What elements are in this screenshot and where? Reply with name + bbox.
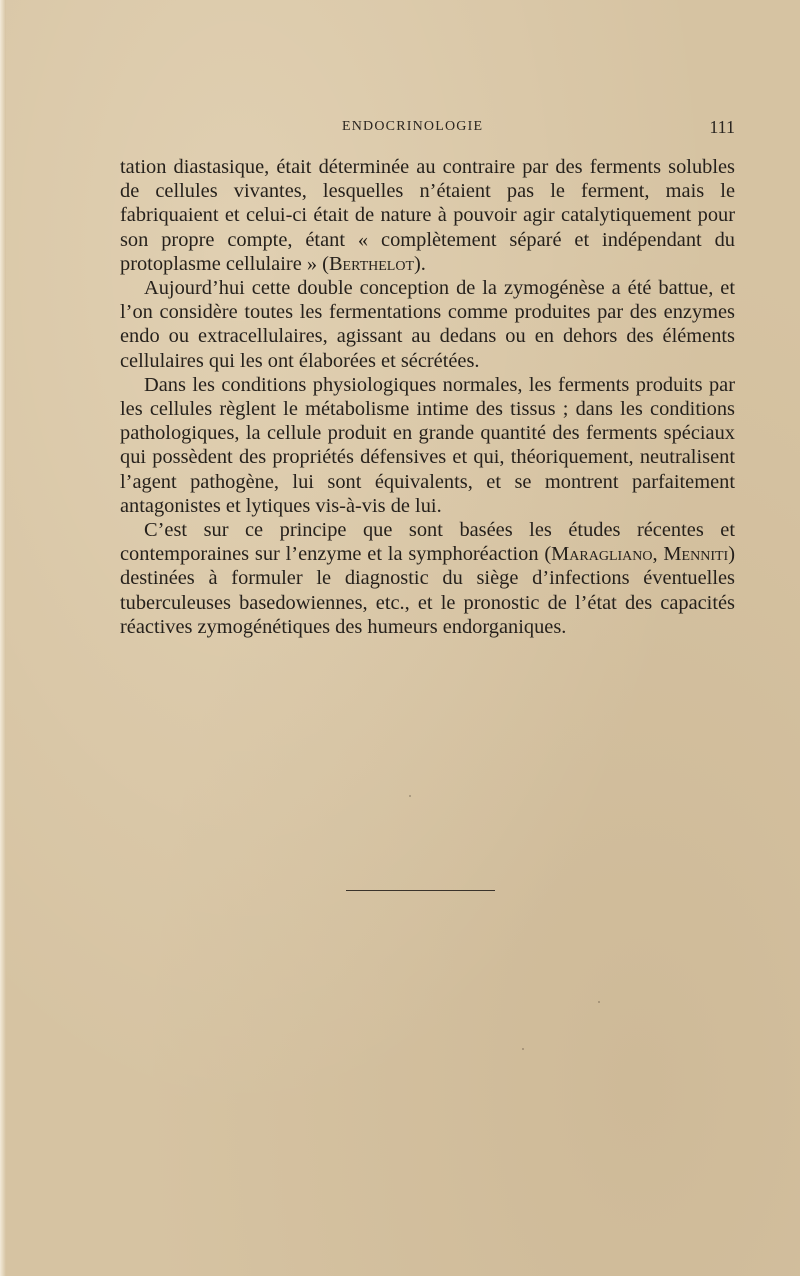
page-binding-edge bbox=[0, 0, 6, 1276]
paper-speck bbox=[409, 795, 411, 797]
paragraph-text: C’est sur ce principe que sont basées les études récentes et contemporaines sur l’enzyme et la symphoréaction ( bbox=[120, 519, 735, 566]
paragraph-text: ). bbox=[414, 252, 426, 275]
paragraph-text: , bbox=[652, 543, 664, 566]
author-name: Menniti bbox=[663, 543, 729, 566]
author-name: Berthelot bbox=[328, 252, 415, 275]
paragraph bbox=[120, 276, 735, 373]
paper-speck bbox=[598, 1001, 600, 1003]
paper-speck bbox=[522, 1048, 524, 1050]
author-name: Maragliano bbox=[551, 543, 653, 566]
paragraph-text: Aujourd’hui cette double conception de la zymogénèse a été battue, et l’on considère toutes les fermentations comme produites par des enzymes endo ou extracellulaires, agissant au dedans ou en dehors des éléments cellulaires qui les ont élaborées et sécrétées. bbox=[120, 277, 735, 372]
paragraph bbox=[120, 518, 735, 639]
paragraph-text: Dans les conditions physiologiques normales, les ferments produits par les cellules règlent le métabolisme intime des tissus ; dans les conditions pathologiques, la cellule produit en grande quantité des ferments spéciaux qui possèdent des propriétés défensives et qui, théoriquement, neutralisent l’agent pathogène, lui sont équivalents, et se montrent parfaitement antagonistes et lytiques vis-à-vis de lui. bbox=[120, 373, 735, 517]
paragraph bbox=[120, 373, 735, 518]
paragraph-text: tation diastasique, était déterminée au contraire par des ferments solubles de cellules vivantes, lesquelles n’étaient pas le ferment, mais le fabriquaient et celui-ci était de nature à pouvoir agir catalytiquement pour son propre compte, étant « complètement séparé et indépendant du protoplasme cellulaire » ( bbox=[120, 156, 735, 275]
page-header bbox=[120, 117, 735, 139]
end-of-section-rule bbox=[346, 890, 495, 891]
body-text bbox=[120, 155, 735, 639]
running-head: ENDOCRINOLOGIE bbox=[342, 119, 484, 134]
paragraph-text: ) destinées à formuler le diagnostic du siège d’infections éventuelles tuberculeuses basedowiennes, etc., et le pronostic de l’état des capacités réactives zymogénétiques des humeurs endorganiques. bbox=[120, 543, 735, 638]
paragraph bbox=[120, 155, 735, 276]
page-number: 111 bbox=[709, 117, 735, 137]
